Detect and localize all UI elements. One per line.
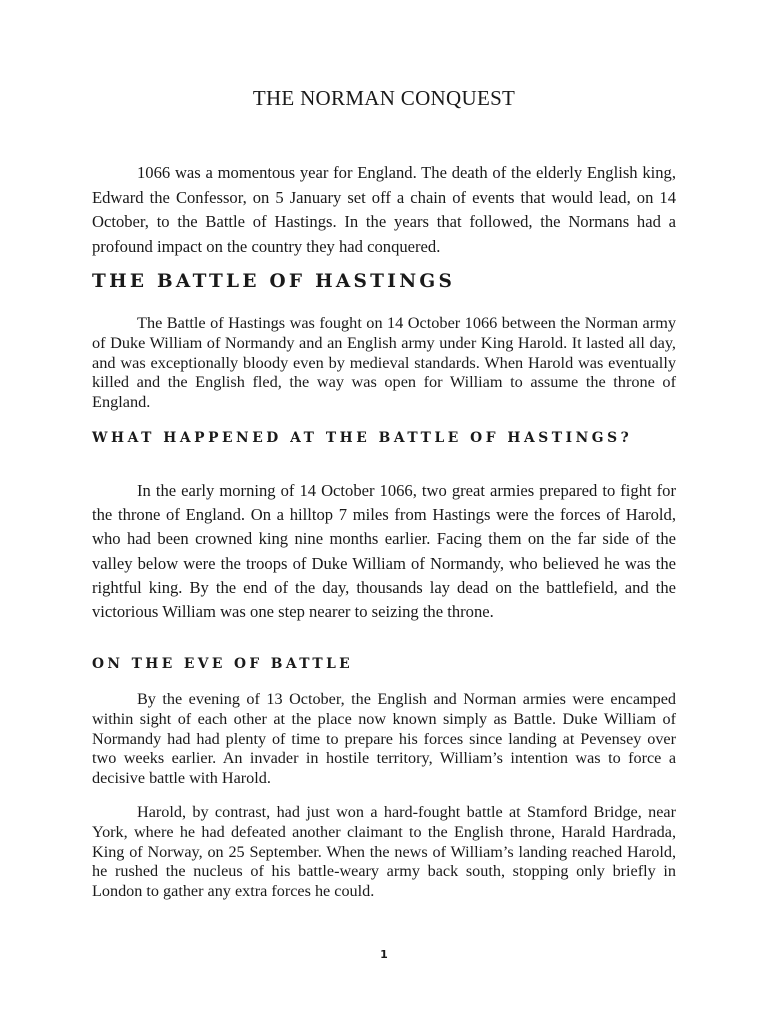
- section-heading-what-happened: WHAT HAPPENED AT THE BATTLE OF HASTINGS?: [92, 430, 633, 446]
- battle-of-hastings-paragraph: The Battle of Hastings was fought on 14 October 1066 between the Norman army of Duke William of Normandy and an English army under King Harold. It lasted all day, and was exceptionally bloody even by medieval standards. When Harold was eventually killed and the English fled, the way was open for William to assume the throne of England.: [92, 313, 676, 412]
- what-happened-paragraph: In the early morning of 14 October 1066, two great armies prepared to fight for the throne of England. On a hilltop 7 miles from Hastings were the forces of Harold, who had been crowned king nine months earlier. Facing them on the far side of the valley below were the troops of Duke William of Normandy, who believed he was the rightful king. By the end of the day, thousands lay dead on the battlefield, and the victorious William was one step nearer to seizing the throne.: [92, 481, 676, 622]
- section-heading-battle-of-hastings: THE BATTLE OF HASTINGS: [92, 271, 456, 292]
- page-number: 1: [380, 948, 388, 961]
- intro-paragraph: 1066 was a momentous year for England. The death of the elderly English king, Edward the Confessor, on 5 January set off a chain of events that would lead, on 14 October, to the Battle of Hastings. In the years that followed, the Normans had a profound impact on the country they had conquered.: [92, 163, 676, 256]
- eve-of-battle-paragraph-2: Harold, by contrast, had just won a hard-fought battle at Stamford Bridge, near York, where he had defeated another claimant to the English throne, Harald Hardrada, King of Norway, on 25 September. When the news of William’s landing reached Harold, he rushed the nucleus of his battle-weary army back south, stopping only briefly in London to gather any extra forces he could.: [92, 803, 676, 901]
- section-heading-eve-of-battle: ON THE EVE OF BATTLE: [92, 656, 354, 672]
- page-title: THE NORMAN CONQUEST: [252, 86, 516, 110]
- eve-of-battle-paragraph-1: By the evening of 13 October, the English and Norman armies were encamped within sight of each other at the place now known simply as Battle. Duke William of Normandy had had plenty of time to prepare his forces since landing at Pevensey over two weeks earlier. An invader in hostile territory, William’s intention was to force a decisive battle with Harold.: [92, 690, 676, 788]
